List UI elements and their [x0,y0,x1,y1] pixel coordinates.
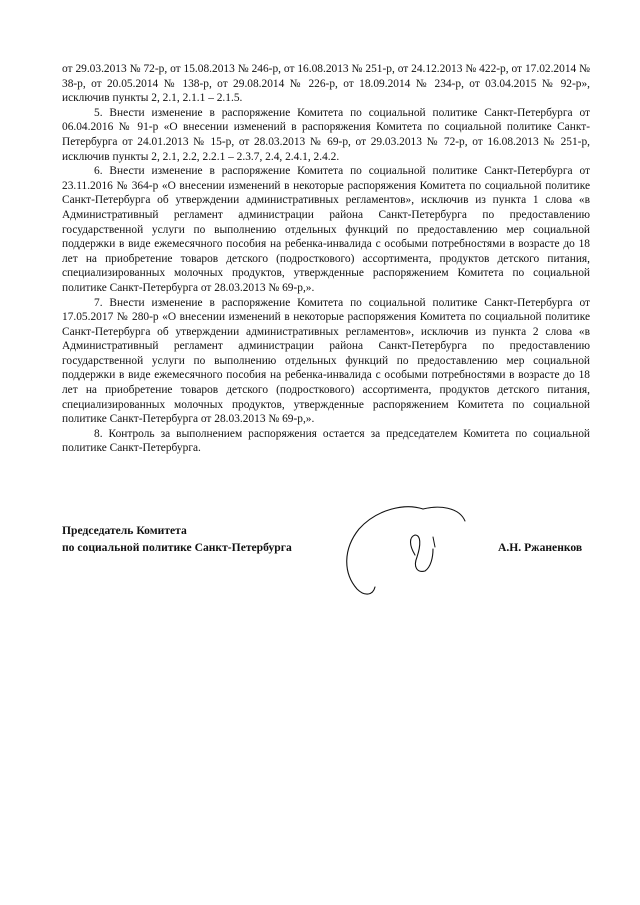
paragraph-item-8: 8. Контроль за выполнением распоряжения остается за председателем Комитета по социальной политике Санкт-Петербурга. [62,427,590,455]
paragraph-item-7: 7. Внести изменение в распоряжение Комитета по социальной политике Санкт-Петербурга от 17.05.2017 № 280-р «О внесении изменений в некоторые распоряжения Комитета по социальной политике Санкт-Петербурга об утверждении административных регламентов», исключив из пункта 2 слова «в Административный регламент администрации района Санкт-Петербурга по предоставлению государственной услуги по выполнению отдельных функций по предоставлению мер социальной поддержки в виде ежемесячного пособия на ребенка-инвалида с особыми потребностями в возрасте до 18 лет на приобретение товаров детского (подросткового) ассортимента, продуктов детского питания, специализированных молочных продуктов, утвержденные распоряжением Комитета по социальной политике Санкт-Петербурга от 28.03.2013 № 69-р,». [62,296,590,426]
paragraph-item-5: 5. Внести изменение в распоряжение Комитета по социальной политике Санкт-Петербурга от 06.04.2016 № 91-р «О внесении изменений в распоряжения Комитета по социальной политике Санкт-Петербурга от 24.01.2013 № 15-р, от 28.03.2013 № 69-р, от 29.03.2013 № 72-р, от 16.08.2013 № 251-р, исключив пункты 2, 2.1, 2.2, 2.2.1 – 2.3.7, 2.4, 2.4.1, 2.4.2. [62,106,590,163]
signatory-title [62,522,292,556]
handwritten-signature [335,495,475,605]
signatory-title-line1: Председатель Комитета [62,524,187,537]
signatory-title-line2: по социальной политике Санкт-Петербурга [62,541,292,554]
paragraph-item-6: 6. Внести изменение в распоряжение Комитета по социальной политике Санкт-Петербурга от 23.11.2016 № 364-р «О внесении изменений в некоторые распоряжения Комитета по социальной политике Санкт-Петербурга об утверждении административных регламентов», исключив из пункта 1 слова «в Административный регламент администрации района Санкт-Петербурга по предоставлению государственной услуги по выполнению отдельных функций по предоставлению мер социальной поддержки в виде ежемесячного пособия на ребенка-инвалида с особыми потребностями в возрасте до 18 лет на приобретение товаров детского (подросткового) ассортимента, продуктов детского питания, специализированных молочных продуктов, утвержденные распоряжением Комитета по социальной политике Санкт-Петербурга от 28.03.2013 № 69-р,». [62,165,590,294]
paragraph-continuation: от 29.03.2013 № 72-р, от 15.08.2013 № 246-р, от 16.08.2013 № 251-р, от 24.12.2013 № 422-р, от 17.02.2014 № 38-р, от 20.05.2014 № 138-р, от 29.08.2014 № 226-р, от 18.09.2014 № 234-р, от 03.04.2015 № 92-р», исключив пункты 2, 2.1, 2.1.1 – 2.1.5. [62,63,590,105]
signatory-name: А.Н. Ржаненков [498,541,583,554]
document-body [62,62,590,456]
